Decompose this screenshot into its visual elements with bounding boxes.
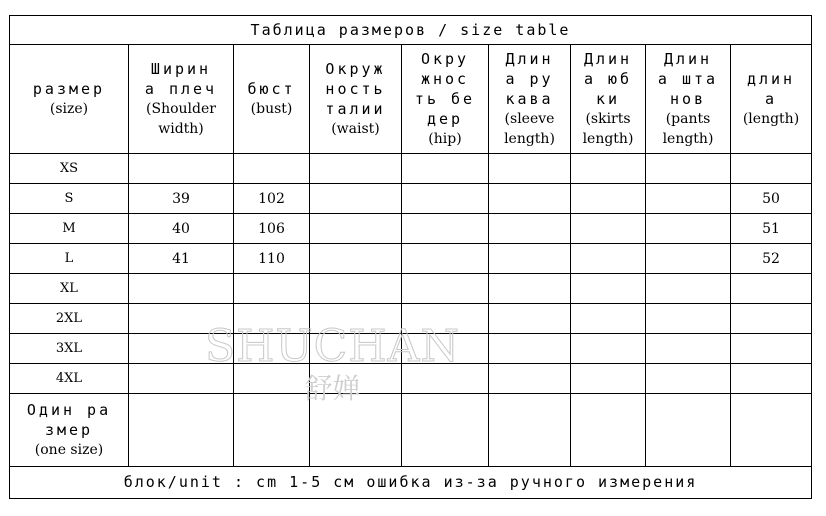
column-header-en: (Shoulder width) — [146, 101, 216, 137]
column-header-ru: Длин а шта нов — [657, 50, 719, 108]
watermark-chinese: 舒婵 — [304, 372, 361, 405]
one-size-row — [10, 394, 812, 467]
measurement-cell-sleeve — [489, 364, 571, 394]
footer-note — [10, 467, 812, 499]
column-header-ru: Длин а юб ки — [583, 50, 633, 108]
measurement-cell-shoulder: 39 — [129, 184, 234, 214]
measurement-cell-hip — [402, 364, 489, 394]
measurement-cell-length — [731, 334, 812, 364]
measurement-cell-bust — [234, 274, 310, 304]
column-header-en: (bust) — [250, 101, 293, 117]
column-header-length — [731, 45, 812, 154]
column-header-skirt — [571, 45, 646, 154]
size-label-cell: XL — [10, 274, 129, 304]
measurement-cell-waist — [310, 154, 402, 184]
measurement-cell-length — [731, 304, 812, 334]
measurement-cell-skirt — [571, 304, 646, 334]
measurement-cell-bust: 106 — [234, 214, 310, 244]
measurement-cell-waist — [310, 364, 402, 394]
measurement-cell-skirt — [571, 154, 646, 184]
table-cell — [731, 394, 812, 467]
measurement-cell-hip — [402, 214, 489, 244]
size-label-cell: 2XL — [10, 304, 129, 334]
measurement-cell-sleeve — [489, 214, 571, 244]
size-label-cell: 3XL — [10, 334, 129, 364]
size-label-cell: L — [10, 244, 129, 274]
measurement-cell-bust — [234, 364, 310, 394]
measurement-cell-hip — [402, 184, 489, 214]
measurement-cell-pants — [646, 244, 731, 274]
measurement-cell-sleeve — [489, 154, 571, 184]
table-row — [10, 214, 812, 244]
column-header-ru: Длин а ру кава — [505, 50, 554, 108]
measurement-cell-skirt — [571, 364, 646, 394]
measurement-cell-bust — [234, 154, 310, 184]
table-body — [10, 154, 812, 394]
column-header-en: (sleeve length) — [504, 111, 555, 147]
measurement-cell-shoulder — [129, 364, 234, 394]
size-table — [9, 15, 812, 499]
measurement-cell-length: 51 — [731, 214, 812, 244]
table-title-text: Таблица размеров / size table — [250, 20, 571, 39]
table-cell — [489, 394, 571, 467]
column-header-size — [10, 45, 129, 154]
table-row — [10, 154, 812, 184]
measurement-cell-bust — [234, 334, 310, 364]
column-header-ru: бюст — [247, 80, 296, 98]
measurement-cell-waist — [310, 214, 402, 244]
measurement-cell-shoulder: 40 — [129, 214, 234, 244]
measurement-cell-hip — [402, 154, 489, 184]
measurement-cell-waist — [310, 274, 402, 304]
title-row — [10, 16, 812, 45]
measurement-cell-skirt — [571, 244, 646, 274]
measurement-cell-shoulder — [129, 304, 234, 334]
measurement-cell-bust: 102 — [234, 184, 310, 214]
measurement-cell-length — [731, 154, 812, 184]
column-header-ru: Окру жнос ть бе дер — [414, 50, 476, 128]
measurement-cell-sleeve — [489, 304, 571, 334]
size-label-cell: XS — [10, 154, 129, 184]
column-header-ru: размер — [32, 80, 106, 98]
measurement-cell-skirt — [571, 334, 646, 364]
column-header-en: (pants length) — [662, 111, 714, 147]
measurement-cell-pants — [646, 274, 731, 304]
measurement-cell-length: 52 — [731, 244, 812, 274]
column-header-en: (hip) — [428, 131, 462, 147]
measurement-cell-sleeve — [489, 244, 571, 274]
column-header-en: (skirts length) — [582, 111, 634, 147]
table-cell — [571, 394, 646, 467]
measurement-cell-hip — [402, 304, 489, 334]
column-header-ru: Окруж ность талии — [325, 60, 386, 118]
measurement-cell-pants — [646, 154, 731, 184]
size-label-cell: 4XL — [10, 364, 129, 394]
measurement-cell-shoulder: 41 — [129, 244, 234, 274]
column-header-ru: длин а — [746, 70, 796, 108]
table-cell — [129, 394, 234, 467]
size-label-cell: M — [10, 214, 129, 244]
column-header-hip — [402, 45, 489, 154]
column-header-bust — [234, 45, 310, 154]
table-cell — [234, 394, 310, 467]
measurement-cell-skirt — [571, 184, 646, 214]
measurement-cell-pants — [646, 334, 731, 364]
table-row — [10, 274, 812, 304]
measurement-cell-shoulder — [129, 274, 234, 304]
watermark-latin: SHUCHAN — [205, 321, 460, 372]
table-row — [10, 304, 812, 334]
table-cell — [310, 394, 402, 467]
measurement-cell-waist — [310, 334, 402, 364]
column-header-pants — [646, 45, 731, 154]
measurement-cell-bust — [234, 304, 310, 334]
column-header-en: (waist) — [331, 121, 380, 137]
measurement-cell-skirt — [571, 214, 646, 244]
measurement-cell-length: 50 — [731, 184, 812, 214]
measurement-cell-pants — [646, 214, 731, 244]
measurement-cell-skirt — [571, 274, 646, 304]
footer-row — [10, 467, 812, 499]
measurement-cell-length — [731, 364, 812, 394]
column-header-waist — [310, 45, 402, 154]
table-row — [10, 334, 812, 364]
column-header-ru: Ширин а плеч — [144, 60, 218, 98]
size-label-cell: S — [10, 184, 129, 214]
column-header-en: (length) — [742, 111, 800, 127]
footer-text: блок/unit : cm 1-5 см ошибка из-за ручного измерения — [123, 473, 698, 491]
one-size-ru: Один ра змер — [26, 401, 112, 439]
measurement-cell-shoulder — [129, 334, 234, 364]
table-cell — [646, 394, 731, 467]
measurement-cell-sleeve — [489, 274, 571, 304]
column-header-sleeve — [489, 45, 571, 154]
column-header-en: (size) — [49, 101, 89, 117]
measurement-cell-waist — [310, 244, 402, 274]
one-size-en: (one size) — [34, 442, 104, 458]
table-title — [10, 16, 812, 45]
column-header-shoulder — [129, 45, 234, 154]
header-row — [10, 45, 812, 154]
measurement-cell-hip — [402, 274, 489, 304]
table-cell — [402, 394, 489, 467]
table-row — [10, 244, 812, 274]
table-row — [10, 364, 812, 394]
measurement-cell-sleeve — [489, 334, 571, 364]
measurement-cell-shoulder — [129, 154, 234, 184]
measurement-cell-hip — [402, 244, 489, 274]
measurement-cell-pants — [646, 364, 731, 394]
measurement-cell-length — [731, 274, 812, 304]
measurement-cell-bust: 110 — [234, 244, 310, 274]
table-row — [10, 184, 812, 214]
measurement-cell-pants — [646, 304, 731, 334]
measurement-cell-hip — [402, 334, 489, 364]
measurement-cell-waist — [310, 184, 402, 214]
measurement-cell-waist — [310, 304, 402, 334]
one-size-label — [10, 394, 129, 467]
measurement-cell-pants — [646, 184, 731, 214]
measurement-cell-sleeve — [489, 184, 571, 214]
